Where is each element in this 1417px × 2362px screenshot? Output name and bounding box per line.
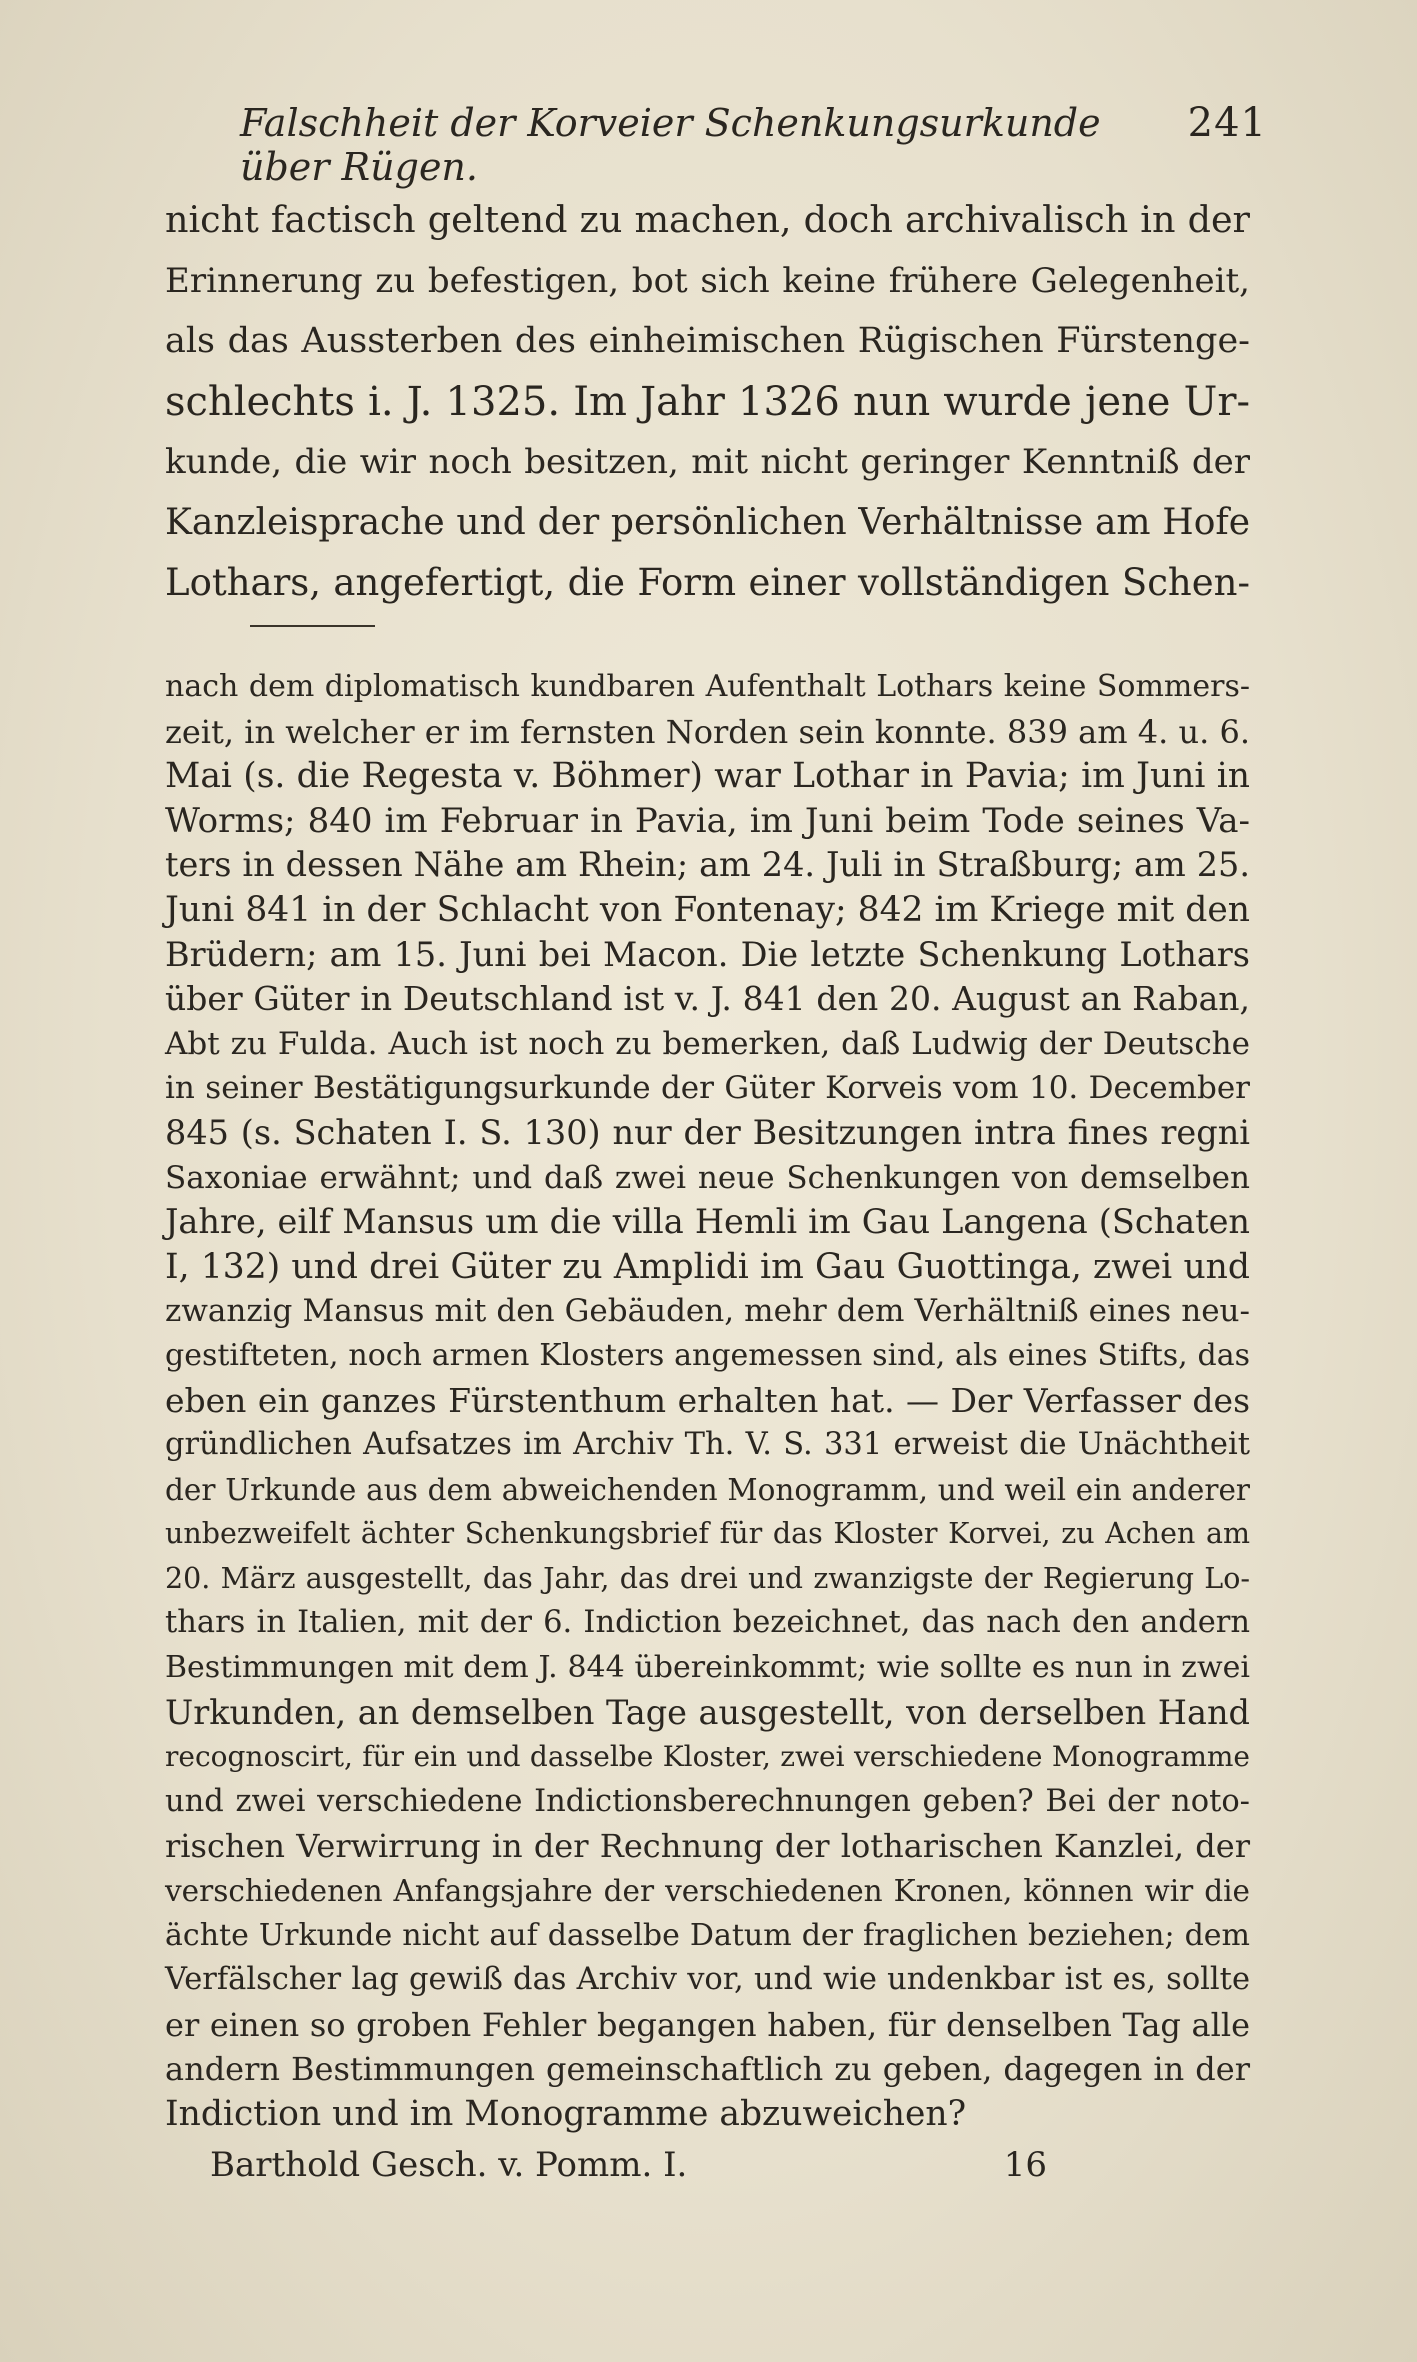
text-line: nicht factisch geltend zu machen, doch archivalisch in der <box>165 198 1250 241</box>
footnote-line: Abt zu Fulda. Auch ist noch zu bemerken, daß Ludwig der Deutsche <box>165 1025 1250 1062</box>
text-line: Erinnerung zu befestigen, bot sich keine frühere Gelegenheit, <box>165 260 1250 301</box>
running-title: Falschheit der Korveier Schenkungsurkunde über Rügen. <box>240 101 1101 189</box>
footnote-line: I, 132) und drei Güter zu Amplidi im Gau Guottinga, zwei und <box>165 1246 1250 1287</box>
footnote-line: Indiction und im Monogramme abzuweichen? <box>165 2094 967 2134</box>
footnote-line: eben ein ganzes Fürstenthum erhalten hat. — Der Verfasser des <box>165 1380 1250 1420</box>
footnote-line: andern Bestimmungen gemeinschaftlich zu geben, dagegen in der <box>165 2050 1250 2089</box>
footnote-line: Urkunden, an demselben Tage ausgestellt, von derselben Hand <box>165 1692 1250 1732</box>
footnote-line: der Urkunde aus dem abweichenden Monogramm, und weil ein anderer <box>165 1472 1250 1507</box>
footnote-line: Verfälscher lag gewiß das Archiv vor, und wie undenkbar ist es, sollte <box>165 1962 1250 1998</box>
footnote-line: ächte Urkunde nicht auf dasselbe Datum der fraglichen beziehen; dem <box>165 1917 1250 1953</box>
footnote-line: ters in dessen Nähe am Rhein; am 24. Juli in Straßburg; am 25. <box>165 845 1250 885</box>
running-header <box>240 100 1267 189</box>
signature-number: 16 <box>1003 2145 1047 2185</box>
footnote-line: verschiedenen Anfangsjahre der verschiedenen Kronen, können wir die <box>165 1874 1250 1909</box>
footnote-line: recognoscirt, für ein und dasselbe Kloster, zwei verschiedene Monogramme <box>165 1740 1250 1774</box>
footnote-line: 20. März ausgestellt, das Jahr, das drei und zwanzigste der Regierung Lo- <box>165 1561 1250 1595</box>
text-line: als das Aussterben des einheimischen Rügischen Fürstenge- <box>165 321 1250 361</box>
footnote-line: er einen so groben Fehler begangen haben, für denselben Tag alle <box>165 2005 1250 2044</box>
text-line: Kanzleisprache und der persönlichen Verhältnisse am Hofe <box>165 501 1250 543</box>
footnote-line: gründlichen Aufsatzes im Archiv Th. V. S. 331 erweist die Unächtheit <box>165 1427 1250 1463</box>
footnote-line: in seiner Bestätigungsurkunde der Güter Korveis vom 10. December <box>165 1070 1250 1107</box>
footnote-line: Saxoniae erwähnt; und daß zwei neue Schenkungen von demselben <box>165 1159 1250 1196</box>
footnote-line: Bestimmungen mit dem J. 844 übereinkommt; wie sollte es nun in zwei <box>165 1650 1250 1686</box>
text-line: kunde, die wir noch besitzen, mit nicht geringer Kenntniß der <box>165 442 1250 482</box>
footnote-line: Mai (s. die Regesta v. Böhmer) war Lothar in Pavia; im Juni in <box>165 756 1250 797</box>
main-text <box>165 190 1250 614</box>
footnote-line: Jahre, eilf Mansus um die villa Hemli im Gau Langena (Schaten <box>165 1202 1250 1242</box>
footnote-line: Juni 841 in der Schlacht von Fontenay; 842 im Kriege mit den <box>165 889 1250 930</box>
text-line: schlechts i. J. 1325. Im Jahr 1326 nun wurde jene Ur- <box>165 378 1250 425</box>
footnote-line: über Güter in Deutschland ist v. J. 841 den 20. August an Raban, <box>165 979 1250 1019</box>
footnote-line: rischen Verwirrung in der Rechnung der lotharischen Kanzlei, der <box>165 1827 1250 1866</box>
footnote-line: zeit, in welcher er im fernsten Norden sein konnte. 839 am 4. u. 6. <box>165 712 1250 751</box>
footnote-line: zwanzig Mansus mit den Gebäuden, mehr dem Verhältniß eines neu- <box>165 1293 1250 1330</box>
footnote-line: Worms; 840 im Februar in Pavia, im Juni beim Tode seines Va- <box>165 800 1250 841</box>
page-footer <box>210 2145 1257 2195</box>
text-line: Lothars, angefertigt, die Form einer vollständigen Schen- <box>165 561 1250 604</box>
footnote-rule <box>250 625 375 627</box>
footnote-line: und zwei verschiedene Indictionsberechnungen geben? Bei der noto- <box>165 1783 1250 1819</box>
footnote-line: nach dem diplomatisch kundbaren Aufenthalt Lothars keine Sommers- <box>165 669 1250 704</box>
footnote-line: 845 (s. Schaten I. S. 130) nur der Besitzungen intra fines regni <box>165 1112 1250 1152</box>
footnote-line: Brüdern; am 15. Juni bei Macon. Die letzte Schenkung Lothars <box>165 934 1250 974</box>
footnote-text <box>165 665 1250 2137</box>
signature-mark: Barthold Gesch. v. Pomm. I. <box>210 2145 688 2185</box>
page-number: 241 <box>1187 100 1267 146</box>
footnote-line: thars in Italien, mit der 6. Indiction bezeichnet, das nach den andern <box>165 1605 1250 1641</box>
footnote-line: gestifteten, noch armen Klosters angemessen sind, als eines Stifts, das <box>165 1337 1250 1373</box>
footnote-line: unbezweifelt ächter Schenkungsbrief für das Kloster Korvei, zu Achen am <box>165 1517 1250 1551</box>
